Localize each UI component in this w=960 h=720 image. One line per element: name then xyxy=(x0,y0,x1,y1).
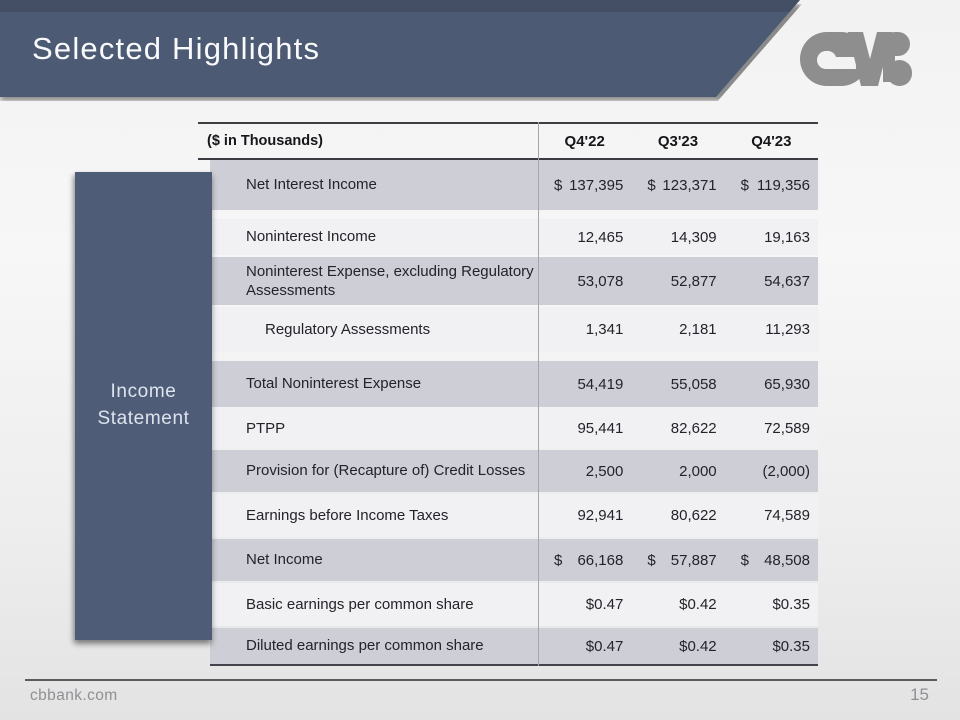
value-text: 65,930 xyxy=(764,375,810,393)
table-row xyxy=(210,307,818,352)
value-cell xyxy=(631,307,724,352)
row-values xyxy=(538,361,818,407)
value-text: 82,622 xyxy=(670,420,717,437)
value-cell xyxy=(725,450,818,492)
value-text: $0.47 xyxy=(585,637,624,655)
row-label: Basic earnings per common share xyxy=(246,595,474,613)
value-cell xyxy=(631,494,724,537)
value-cell xyxy=(538,409,631,448)
value-cell xyxy=(538,160,631,210)
value-text: $0.35 xyxy=(772,637,810,655)
value-cell xyxy=(725,257,818,305)
row-values xyxy=(538,494,818,537)
footer-divider xyxy=(25,679,937,681)
row-label: Net Income xyxy=(246,551,323,569)
value-text: 95,441 xyxy=(577,420,624,437)
table-row xyxy=(210,361,818,407)
value-cell xyxy=(725,539,818,581)
table-row xyxy=(210,583,818,626)
value-cell xyxy=(538,361,631,407)
row-values xyxy=(538,450,818,492)
table-row xyxy=(210,539,818,581)
value-cell xyxy=(725,583,818,626)
value-text: 52,877 xyxy=(670,272,717,290)
value-cell xyxy=(538,257,631,305)
value-text: 66,168 xyxy=(577,551,624,569)
row-label: Provision for (Recapture of) Credit Losses xyxy=(246,462,526,480)
value-cell xyxy=(725,307,818,352)
value-text: 2,181 xyxy=(679,321,717,338)
income-statement-table xyxy=(198,122,818,666)
value-cell xyxy=(631,160,724,210)
section-label-box xyxy=(75,172,212,640)
value-cell xyxy=(631,539,724,581)
value-cell xyxy=(538,219,631,255)
value-text: 2,000 xyxy=(679,462,717,480)
row-label: Noninterest Income xyxy=(246,228,377,246)
dollar-sign: $ xyxy=(647,176,656,194)
row-values xyxy=(538,257,818,305)
table-row xyxy=(210,160,818,210)
column-divider xyxy=(538,122,539,666)
value-text: (2,000) xyxy=(762,462,810,480)
value-text: 80,622 xyxy=(670,507,717,524)
value-cell xyxy=(631,583,724,626)
value-cell xyxy=(631,361,724,407)
value-text: 53,078 xyxy=(577,272,624,290)
value-text: 92,941 xyxy=(577,507,624,524)
row-label: Noninterest Expense, excluding Regulatory Assessments xyxy=(246,262,534,299)
row-label: Diluted earnings per common share xyxy=(246,637,484,655)
row-label: PTPP xyxy=(246,419,286,437)
value-cell xyxy=(538,628,631,664)
column-header-q4-22: Q4'22 xyxy=(564,132,605,150)
value-text: 2,500 xyxy=(585,462,624,480)
table-row xyxy=(210,257,818,305)
column-header-q4-23: Q4'23 xyxy=(751,132,792,150)
value-text: $0.35 xyxy=(772,596,810,613)
value-cell xyxy=(538,583,631,626)
value-cell xyxy=(631,257,724,305)
slide-title: Selected Highlights xyxy=(32,31,321,66)
value-text: 14,309 xyxy=(670,228,717,246)
value-text: 55,058 xyxy=(670,375,717,393)
value-cell xyxy=(538,307,631,352)
value-cell xyxy=(538,539,631,581)
section-label: Income Statement xyxy=(97,381,190,429)
column-header-q3-23: Q3'23 xyxy=(657,132,699,150)
value-text: 137,395 xyxy=(569,176,624,194)
value-text: 48,508 xyxy=(764,551,810,569)
dollar-sign: $ xyxy=(554,551,563,569)
table-body xyxy=(210,160,818,666)
value-text: 54,419 xyxy=(577,375,624,393)
value-cell xyxy=(725,409,818,448)
table-row xyxy=(210,628,818,664)
value-text: $0.47 xyxy=(585,596,624,613)
value-cell xyxy=(631,628,724,664)
row-label: Total Noninterest Expense xyxy=(246,375,422,393)
row-values xyxy=(538,539,818,581)
value-text: 19,163 xyxy=(764,228,810,246)
dollar-sign: $ xyxy=(740,551,749,569)
row-label: Earnings before Income Taxes xyxy=(246,506,449,524)
dollar-sign: $ xyxy=(740,176,749,194)
value-text: $0.42 xyxy=(679,596,717,613)
row-label: Net Interest Income xyxy=(246,176,377,194)
value-cell xyxy=(725,494,818,537)
row-label: Regulatory Assessments xyxy=(265,320,431,338)
row-values xyxy=(538,628,818,664)
value-text: 12,465 xyxy=(577,228,624,246)
table-row xyxy=(210,450,818,492)
table-row xyxy=(210,219,818,255)
value-cell xyxy=(538,450,631,492)
table-header-row xyxy=(198,122,818,160)
value-text: 119,356 xyxy=(756,176,810,194)
value-text: 123,371 xyxy=(662,176,717,194)
value-cell xyxy=(725,160,818,210)
table-row xyxy=(210,494,818,537)
value-cell xyxy=(725,628,818,664)
row-values xyxy=(538,583,818,626)
value-text: $0.42 xyxy=(679,637,717,655)
unit-label: ($ in Thousands) xyxy=(207,133,323,149)
footer-website: cbbank.com xyxy=(30,687,118,704)
value-cell xyxy=(725,219,818,255)
cvb-logo-icon xyxy=(798,30,912,88)
value-text: 11,293 xyxy=(765,321,810,338)
value-cell xyxy=(725,361,818,407)
value-cell xyxy=(631,219,724,255)
row-values xyxy=(538,409,818,448)
dollar-sign: $ xyxy=(647,551,656,569)
row-values xyxy=(538,160,818,210)
row-values xyxy=(538,307,818,352)
row-values xyxy=(538,219,818,255)
value-text: 72,589 xyxy=(764,420,810,437)
value-text: 57,887 xyxy=(670,551,717,569)
value-cell xyxy=(631,450,724,492)
page-number: 15 xyxy=(910,685,929,704)
value-text: 74,589 xyxy=(764,507,810,524)
value-text: 54,637 xyxy=(764,272,810,290)
dollar-sign: $ xyxy=(554,176,563,194)
value-cell xyxy=(631,409,724,448)
value-text: 1,341 xyxy=(585,321,624,338)
table-row xyxy=(210,409,818,448)
value-cell xyxy=(538,494,631,537)
